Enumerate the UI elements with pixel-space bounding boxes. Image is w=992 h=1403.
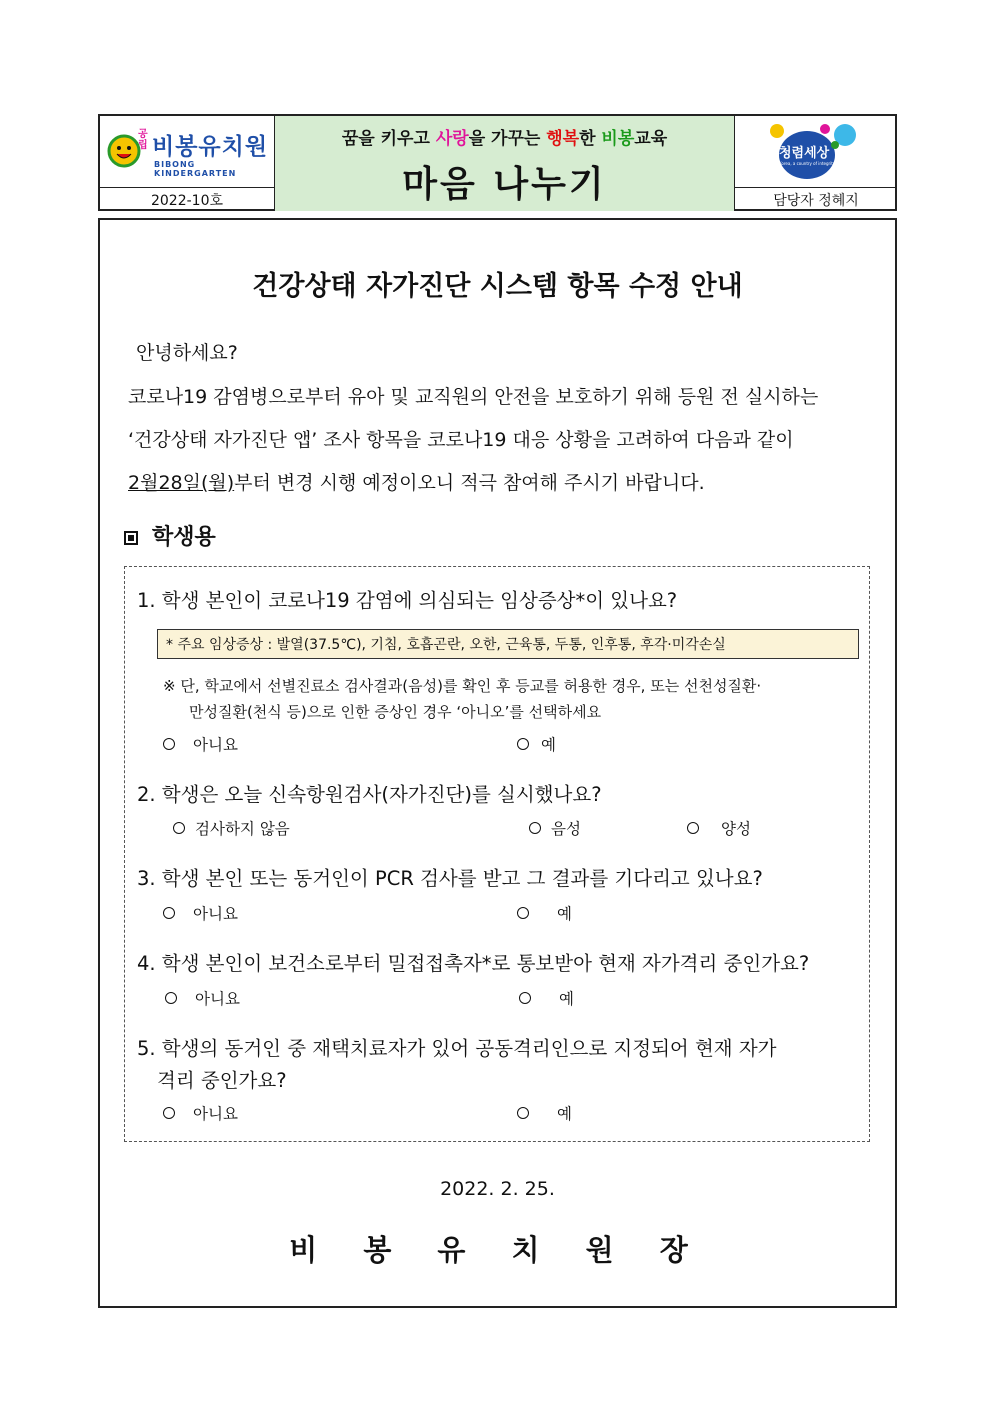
section-square-icon [124,531,138,545]
principal-signature: 비 봉 유 치 원 장 [289,1233,706,1267]
radio-circle-icon [687,822,699,834]
exception-note-line-1: ※ 단, 학교에서 선별진료소 검사결과(음성)를 확인 후 등교를 허용한 경우, 또는 선천성질환· [163,677,762,695]
slogan-segment: 비봉 [601,129,635,149]
q3-option-no-label: 아니요 [193,905,238,923]
q2-option-not-tested-label: 검사하지 않음 [195,820,290,838]
radio-circle-icon [517,738,529,750]
kindergarten-logo-icon [106,133,142,169]
question-1: 1. 학생 본인이 코로나19 감염에 의심되는 임상증상*이 있나요? [137,589,678,612]
q5-option-yes[interactable] [517,1102,572,1124]
question-3: 3. 학생 본인 또는 동거인이 PCR 검사를 받고 그 결과를 기다리고 있나요? [137,867,763,890]
body-line-2: ‘건강상태 자가진단 앱’ 조사 항목을 코로나19 대응 상황을 고려하여 다음과 같이 [128,429,794,451]
slogan-segment: 교육 [634,129,668,149]
effective-date: 2월28일(월) [128,472,235,494]
q2-option-negative[interactable] [529,817,581,839]
q3-option-no[interactable] [163,902,238,924]
q5-option-no[interactable] [163,1102,238,1124]
manager-name: 담당자 정혜지 [773,192,859,209]
slogan-segment: 사랑 [435,129,469,149]
radio-circle-icon [519,992,531,1004]
greeting: 안녕하세요? [136,342,238,364]
q1-option-no-label: 아니요 [193,736,238,754]
body-line-3 [128,468,705,495]
slogan-segment: 한 [579,129,602,149]
slogan-segment: 꿈 [341,129,359,149]
newsletter-header [98,114,897,211]
q1-option-no[interactable] [163,733,238,755]
q5-option-yes-label: 예 [557,1105,572,1123]
question-4: 4. 학생 본인이 보건소로부터 밀접접촉자*로 통보받아 현재 자가격리 중인가요? [137,952,810,975]
logo-english: BIBONG KINDERGARTEN [154,160,237,178]
slogan-segment: 행복 [546,129,580,149]
question-5-line-2: 격리 중인가요? [157,1069,287,1092]
radio-circle-icon [163,738,175,750]
radio-circle-icon [163,907,175,919]
questionnaire-box [124,566,870,1142]
q2-option-negative-label: 음성 [551,820,581,838]
q4-option-yes[interactable] [519,987,574,1009]
slogan [275,124,734,149]
radio-circle-icon [529,822,541,834]
question-5-line-1: 5. 학생의 동거인 중 재택치료자가 있어 공동격리인으로 지정되어 현재 자가 [137,1037,777,1060]
radio-circle-icon [517,907,529,919]
newsletter-title: 마음 나누기 [402,164,607,205]
q3-option-yes-label: 예 [557,905,572,923]
issue-number: 2022-10호 [100,188,275,211]
q2-option-positive-label: 양성 [721,820,751,838]
q2-option-positive[interactable] [687,817,751,839]
body-line-1: 코로나19 감염병으로부터 유아 및 교직원의 안전을 보호하기 위해 등원 전 실시하는 [128,386,819,408]
q1-option-yes-label: 예 [541,736,556,754]
seal-text: 청렴세상 [779,146,830,161]
q3-option-yes[interactable] [517,902,572,924]
logo-name: 비봉유치원 [152,134,269,160]
q4-option-yes-label: 예 [559,990,574,1008]
body-line-3-rest: 부터 변경 시행 예정이오니 적극 참여해 주시기 바랍니다. [234,472,705,494]
q2-option-not-tested[interactable] [173,817,290,839]
q4-option-no-label: 아니요 [195,990,240,1008]
seal-subtext: Korea, a country of integrity [779,161,836,166]
radio-circle-icon [517,1107,529,1119]
header-title-cell [275,116,735,211]
slogan-segment: 을 가꾸는 [468,129,547,149]
notice-date: 2022. 2. 25. [440,1178,555,1200]
logo-prefix: 공립 [138,129,148,151]
q4-option-no[interactable] [165,987,240,1009]
radio-circle-icon [165,992,177,1004]
slogan-segment: 을 키우고 [358,129,436,149]
question-2: 2. 학생은 오늘 신속항원검사(자가진단)를 실시했나요? [137,783,602,806]
radio-circle-icon [163,1107,175,1119]
symptom-note: * 주요 임상증상 : 발열(37.5℃), 기침, 호흡곤란, 오한, 근육통, 두통, 인후통, 후각·미각손실 [157,629,859,659]
section-label: 학생용 [152,525,216,550]
exception-note-line-2: 만성질환(천식 등)으로 인한 증상인 경우 ‘아니오’를 선택하세요 [189,703,602,721]
notice-body [98,218,897,1308]
integrity-seal-cell [735,116,897,188]
logo-cell [100,116,275,188]
radio-circle-icon [173,822,185,834]
q5-option-no-label: 아니요 [193,1105,238,1123]
notice-title: 건강상태 자가진단 시스템 항목 수정 안내 [252,271,743,302]
q1-option-yes[interactable] [517,733,556,755]
section-heading [124,520,216,551]
